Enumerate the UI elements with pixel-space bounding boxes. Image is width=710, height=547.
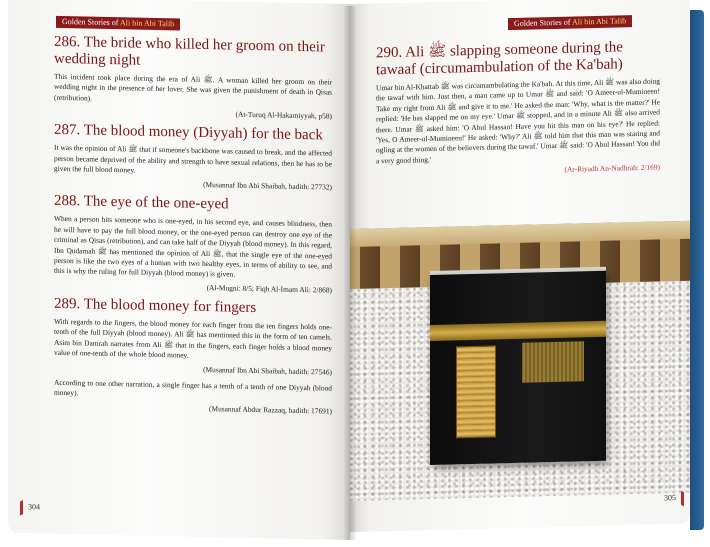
kaaba-inscription-panel bbox=[522, 341, 584, 383]
section-body-286: This incident took place during the era of Ali ﷺ. A woman killed her groom on their wedding night in the presence of her lover. She was given the punishment of death in Qisas (retribution). bbox=[54, 71, 332, 103]
book-cover-edge bbox=[690, 10, 704, 530]
section-body-288: When a person hits someone who is one-eyed, in his second eye, and causes blindness, then he will have to pay the full blood money, or the one-eyed person can destroy one eye of the criminal as Qisas (retribution), and can take half of the Diyyah (blood money). In this regard, Ibn Qudamah ﷺ has mentioned the opinion of Ali ﷺ, that the single eye of the one-eyed person is like the two eyes of a human with two healthy eyes, in terms of ability to see, and this is why the ruling for full Diyyah (blood money) is given. bbox=[54, 214, 332, 280]
book-spine bbox=[343, 6, 357, 540]
section-ref-289b: (Musannaf Abdur Razzaq, hadith: 17691) bbox=[209, 404, 332, 416]
section-title-290: 290. Ali ﷺ slapping someone during the tawaaf (circumambulation of the Ka'bah) bbox=[376, 39, 623, 79]
section-title-289: 289. The blood money for fingers bbox=[54, 295, 257, 316]
page-number-left: 304 bbox=[28, 502, 40, 512]
running-header-left bbox=[56, 16, 180, 31]
section-body-290: Umar bin Al-Khattab ﷺ was circumambulating the Ka'bah. At this time, Ali ﷺ was also doing the tawaf with him. Just then, a man came up to Umar ﷺ and said: 'O Ameer-ul-Mumineen! Take my right from Ali ﷺ and give it to me.' He asked the man: 'Why, what is the matter?' He replied: 'He has slapped me on my eye.' Umar ﷺ stopped, and in a minute Ali ﷺ also arrived there. Umar ﷺ asked him: 'O Abul Hassan! Have you hit this man on his eye?' He replied: 'Yes, O Ameer-ul-Mumineen!' He asked: 'Why?' Ali ﷺ told him that this man was staring and ogling at the women of the believers during the tawaf.' Umar ﷺ said: 'O Abul Hassan! You did a very good thing.' bbox=[376, 76, 661, 166]
section-title-286: 286. The bride who killed her groom on their wedding night bbox=[54, 33, 325, 69]
page-number-right: 305 bbox=[664, 493, 676, 503]
header-prefix: Golden Stories of bbox=[514, 17, 571, 28]
running-header-right bbox=[508, 15, 632, 30]
left-page bbox=[8, 0, 350, 540]
section-ref-289a: (Musannaf Ibn Abi Shaibah, hadith: 27546) bbox=[203, 364, 332, 377]
section-title-288: 288. The eye of the one-eyed bbox=[54, 193, 229, 213]
header-highlight: Ali bin Abi Talib bbox=[120, 18, 175, 29]
kaaba-photo bbox=[350, 221, 690, 501]
right-content bbox=[376, 38, 660, 185]
section-ref-286: (At-Turuq Al-Hakamiyyah, p58) bbox=[235, 109, 332, 121]
header-prefix: Golden Stories of bbox=[62, 16, 119, 28]
section-ref-290: (Ar-Riyadh An-Nadhrah: 2/169) bbox=[564, 162, 660, 175]
left-content bbox=[54, 34, 332, 423]
section-body-287: It was the opinion of Ali ﷺ that if someone's backbone was caused to break, and the affected person became deprived of the ability and strength to have sexual relations, then he has to be given the full blood money. bbox=[54, 143, 332, 175]
section-ref-287: (Musannaf Ibn Abi Shaibah, hadith: 27732) bbox=[203, 180, 332, 193]
header-highlight: Ali bin Abi Talib bbox=[572, 16, 627, 27]
section-title-287: 287. The blood money (Diyyah) for the back bbox=[54, 122, 323, 144]
kaaba-door bbox=[456, 345, 496, 438]
section-body-289: With regards to the fingers, the blood money for each finger from the ten fingers holds one-tenth of the full Diyyah (blood money). Ali ﷺ has mentioned this in the form of ten camels. Asim bin Damrah narrates from Ali ﷺ that in the fingers, each finger holds a blood money value of one-tenth of the whole blood money. bbox=[54, 316, 332, 360]
section-ref-288: (Al-Mugni: 8/5; Fiqh Al-Imam Ali: 2/868) bbox=[206, 282, 332, 295]
right-page bbox=[350, 0, 690, 532]
section-body-289b: According to one other narration, a single finger has a tenth of a tenth of one Diyyah (blood money). bbox=[54, 377, 332, 398]
